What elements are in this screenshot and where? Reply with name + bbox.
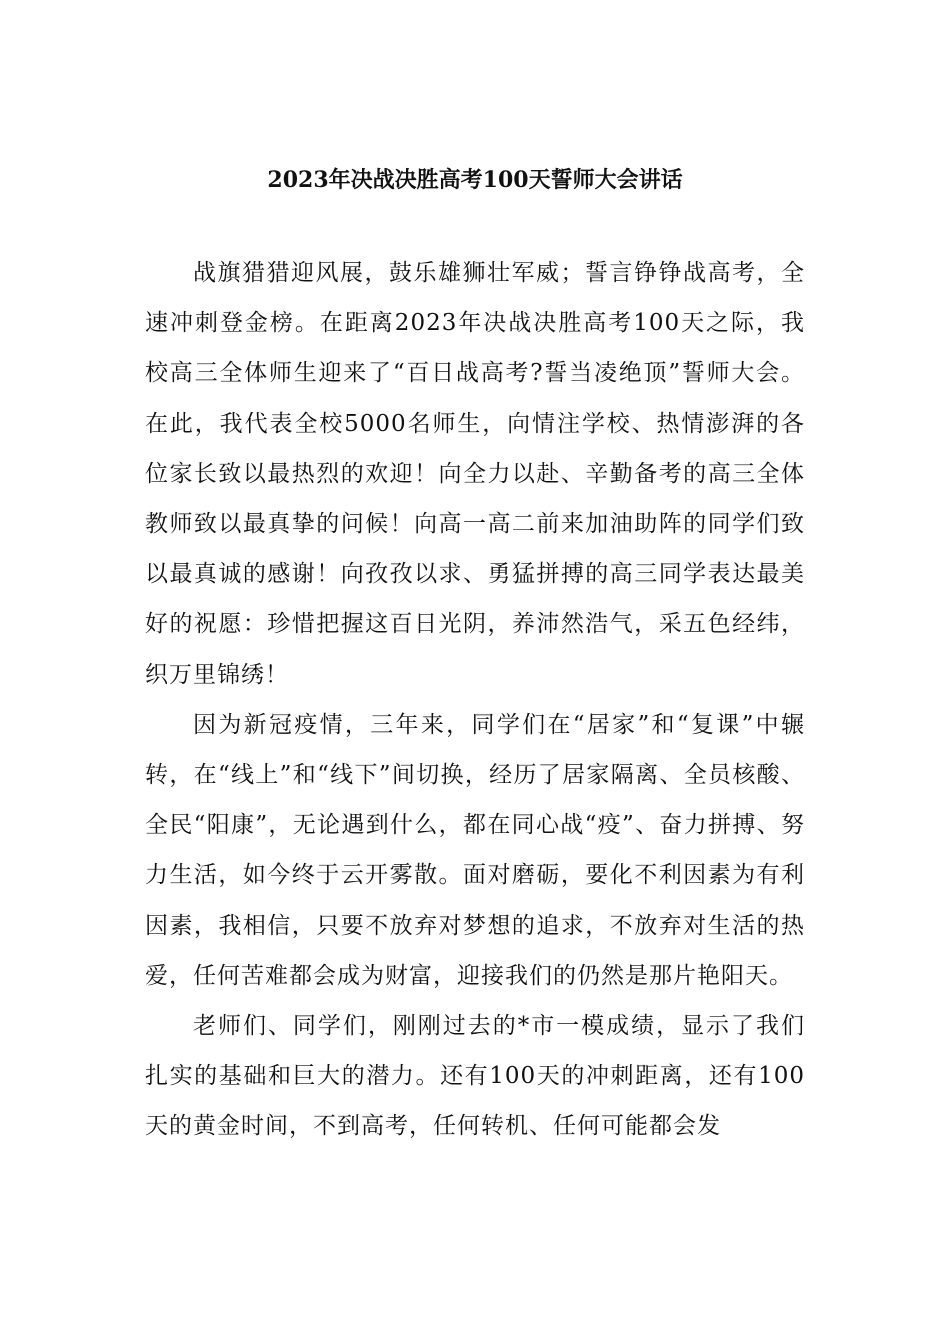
document-body bbox=[145, 248, 805, 1152]
paragraph-2: 因为新冠疫情，三年来，同学们在“居家”和“复课”中辗转，在“线上”和“线下”间切换，经历了居家隔离、全员核酸、全民“阳康”，无论遇到什么，都在同心战“疫”、奋力拼搏、努力生活，如今终于云开雾散。面对磨砺，要化不利因素为有利因素，我相信，只要不放弃对梦想的追求，不放弃对生活的热爱，任何苦难都会成为财富，迎接我们的仍然是那片艳阳天。 bbox=[145, 711, 805, 989]
paragraph-3: 老师们、同学们，刚刚过去的*市一模成绩，显示了我们扎实的基础和巨大的潜力。还有100天的冲刺距离，还有100天的黄金时间，不到高考，任何转机、任何可能都会发 bbox=[145, 1013, 805, 1140]
document-title: 2023年决战决胜高考100天誓师大会讲话 bbox=[267, 167, 683, 193]
paragraph-1: 战旗猎猎迎风展，鼓乐雄狮壮军威；誓言铮铮战高考，全速冲刺登金榜。在距离2023年决战决胜高考100天之际，我校高三全体师生迎来了“百日战高考?誓当凌绝顶”誓师大会。在此，我代表全校5000名师生，向情注学校、热情澎湃的各位家长致以最热烈的欢迎！向全力以赴、辛勤备考的高三全体教师致以最真挚的问候！向高一高二前来加油助阵的同学们致以最真诚的感谢！向孜孜以求、勇猛拼搏的高三同学表达最美好的祝愿：珍惜把握这百日光阴，养沛然浩气，采五色经纬，织万里锦绣！ bbox=[145, 260, 805, 688]
